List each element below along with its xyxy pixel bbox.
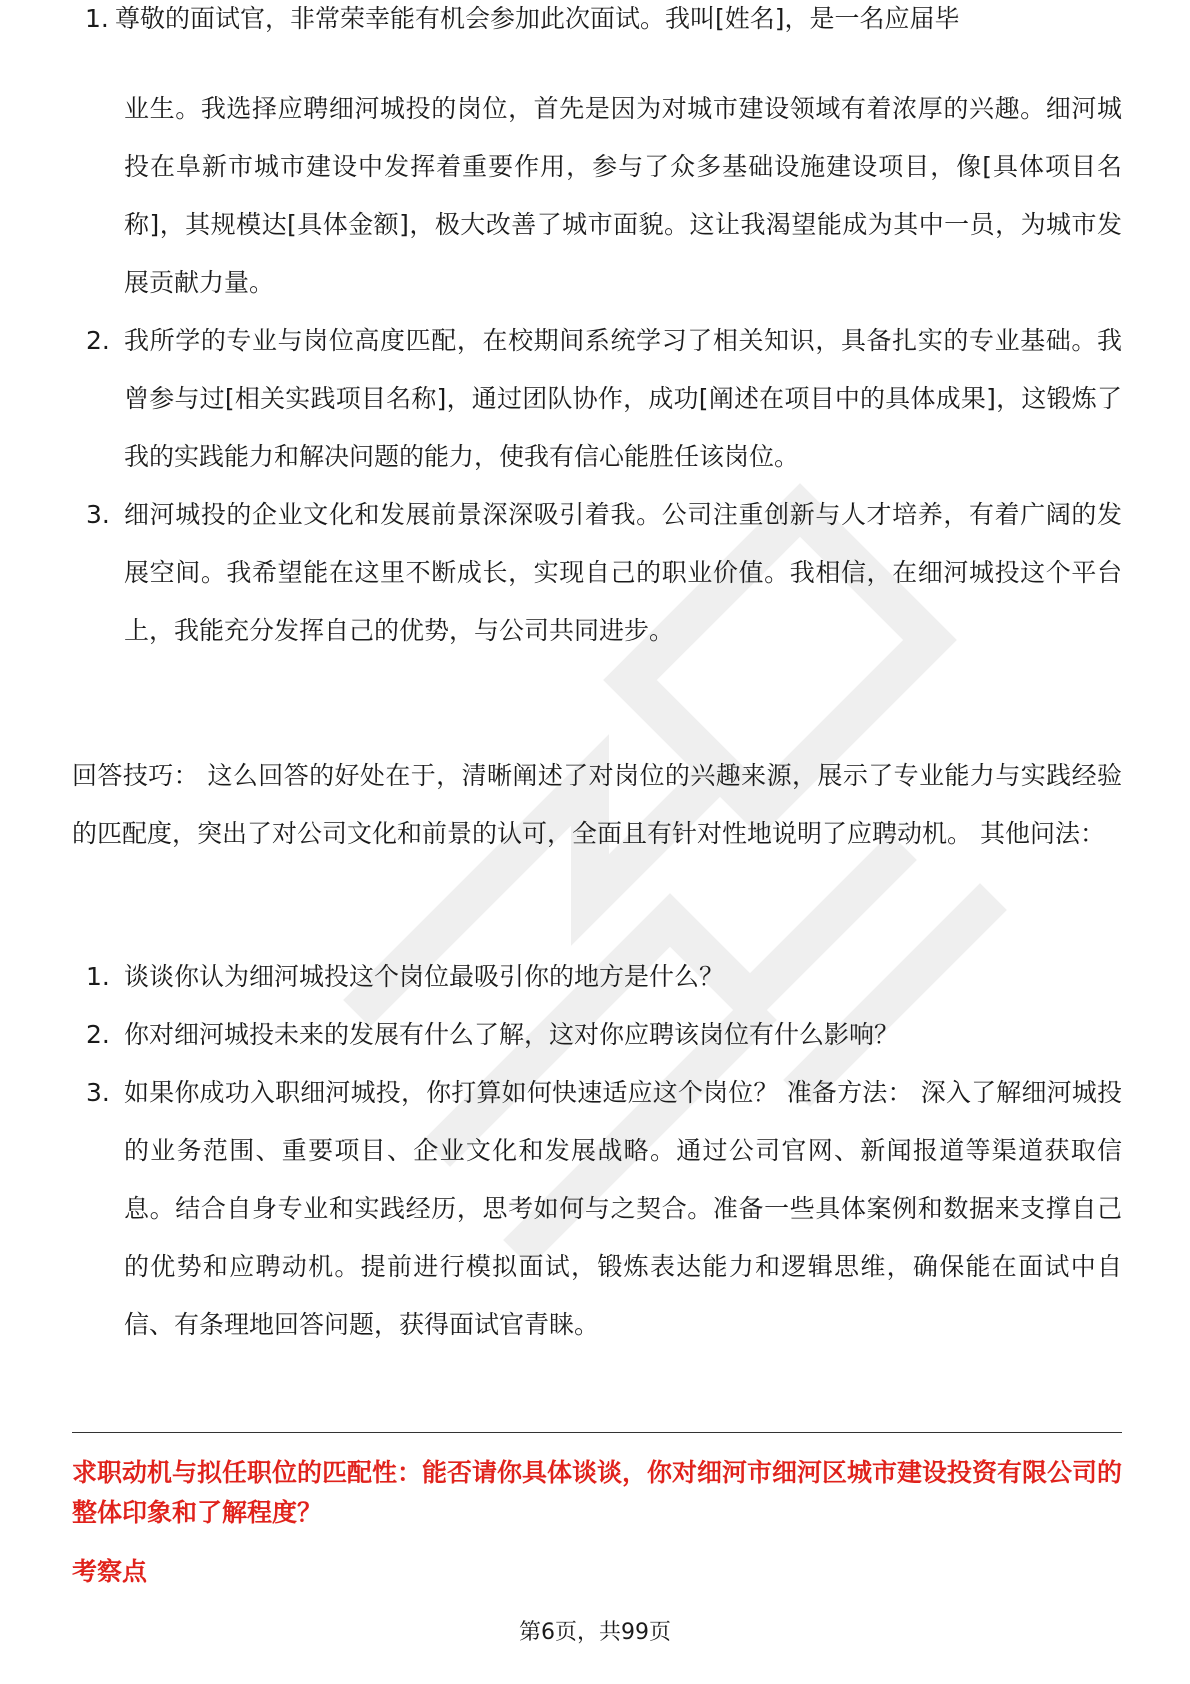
page-footer: 第6页，共99页 (519, 1620, 671, 1645)
other-questions-list (72, 948, 1122, 1354)
answer-item-number: 3. (86, 500, 110, 529)
section-heading: 求职动机与拟任职位的匹配性：能否请你具体谈谈，你对细河市细河区城市建设投资有限公司的整体印象和了解程度？ (72, 1458, 1123, 1527)
question-item (72, 1006, 1122, 1064)
cut-off-line-number: 1. (85, 4, 109, 33)
question-item-number: 1. (86, 962, 110, 991)
answer-item-text: 我所学的专业与岗位高度匹配，在校期间系统学习了相关知识，具备扎实的专业基础。我曾参与过[相关实践项目名称]，通过团队协作，成功[阐述在项目中的具体成果]，这锻炼了我的实践能力和解决问题的能力，使我有信心能胜任该岗位。 (124, 326, 1122, 471)
answer-item-text: 业生。我选择应聘细河城投的岗位，首先是因为对城市建设领域有着浓厚的兴趣。细河城投在阜新市城市建设中发挥着重要作用，参与了众多基础设施建设项目，像[具体项目名称]，其规模达[具体金额]，极大改善了城市面貌。这让我渴望能成为其中一员，为城市发展贡献力量。 (124, 94, 1122, 297)
section-divider (72, 1432, 1122, 1433)
question-item-number: 3. (86, 1078, 110, 1107)
answer-item (72, 312, 1122, 486)
question-item-text: 如果你成功入职细河城投，你打算如何快速适应这个岗位？ 准备方法： 深入了解细河城投的业务范围、重要项目、企业文化和发展战略。通过公司官网、新闻报道等渠道获取信息。结合自身专业和实践经历，思考如何与之契合。准备一些具体案例和数据来支撑自己的优势和应聘动机。提前进行模拟面试，锻炼表达能力和逻辑思维，确保能在面试中自信、有条理地回答问题，获得面试官青睐。 (124, 1078, 1122, 1339)
answer-item (72, 486, 1122, 660)
cut-off-line (85, 0, 1075, 48)
answer-item-number: 2. (86, 326, 110, 355)
answer-item (72, 80, 1122, 312)
question-item-number: 2. (86, 1020, 110, 1049)
answer-list (72, 80, 1122, 660)
tips-paragraph: 回答技巧： 这么回答的好处在于，清晰阐述了对岗位的兴趣来源，展示了专业能力与实践经验的匹配度，突出了对公司文化和前景的认可，全面且有针对性地说明了应聘动机。 其他问法： (72, 761, 1122, 848)
question-item (72, 948, 1122, 1006)
answer-item-text: 细河城投的企业文化和发展前景深深吸引着我。公司注重创新与人才培养，有着广阔的发展空间。我希望能在这里不断成长，实现自己的职业价值。我相信，在细河城投这个平台上，我能充分发挥自己的优势，与公司共同进步。 (124, 500, 1122, 645)
question-item (72, 1064, 1122, 1354)
section-subheading: 考察点 (72, 1557, 148, 1586)
cut-off-line-text: 尊敬的面试官，非常荣幸能有机会参加此次面试。我叫[姓名]，是一名应届毕 (115, 4, 960, 33)
question-item-text: 谈谈你认为细河城投这个岗位最吸引你的地方是什么？ (124, 962, 725, 991)
question-item-text: 你对细河城投未来的发展有什么了解，这对你应聘该岗位有什么影响？ (124, 1020, 900, 1049)
